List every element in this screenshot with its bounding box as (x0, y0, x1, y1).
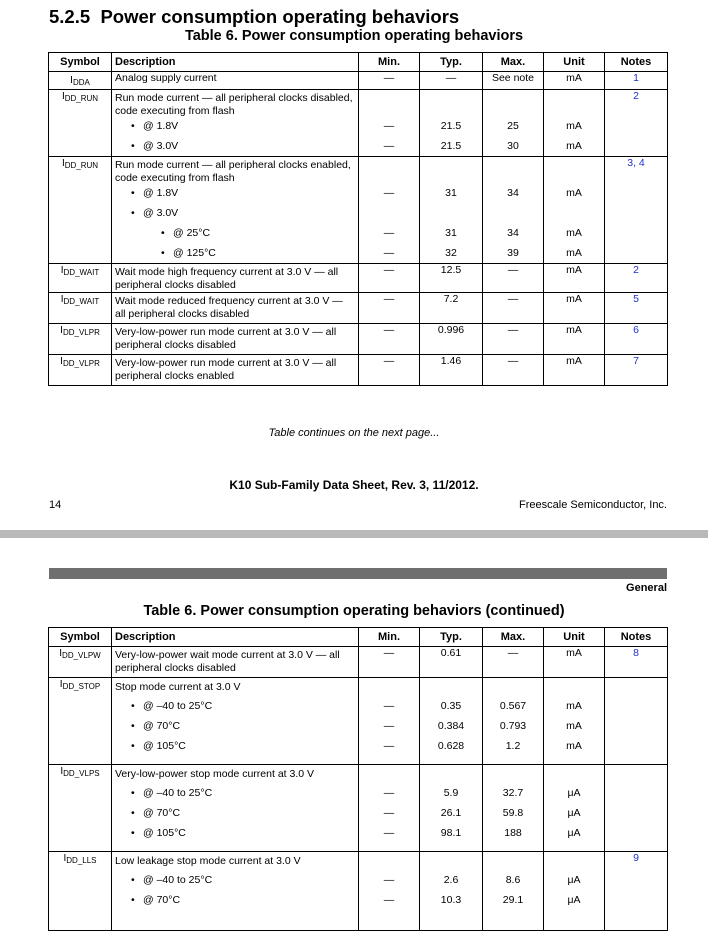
max-cell: See note (483, 72, 544, 90)
min-cell: — (359, 647, 420, 678)
power-table-page1 (48, 52, 668, 386)
min-cell: — (359, 293, 420, 324)
note-cell (605, 852, 668, 931)
symbol-cell: $I_{DD\_VLPS}$ (49, 765, 112, 852)
symbol-cell: $I_{DD\_RUN}$ (49, 157, 112, 264)
typ-cell: 12.5 (420, 264, 483, 293)
col-min: Min. (359, 53, 420, 72)
note-link[interactable]: 3, 4 (627, 157, 645, 169)
min-cell: — — (359, 852, 420, 931)
table-row (49, 765, 668, 852)
section-heading (49, 6, 459, 28)
max-cell: 34 34 39 (483, 157, 544, 264)
sub-condition: • @ 105°C (115, 736, 355, 756)
unit-cell: μA μA (544, 852, 605, 931)
symbol-cell: $I_{DD\_LLS}$ (49, 852, 112, 931)
max-cell: — (483, 647, 544, 678)
min-cell: — — (359, 90, 420, 157)
typ-cell: 7.2 (420, 293, 483, 324)
company-name: Freescale Semiconductor, Inc. (519, 499, 667, 511)
sub-condition: • @ 1.8V (115, 183, 355, 203)
header-bar (49, 568, 667, 579)
sub-condition: • @ 3.0V (115, 203, 355, 223)
note-cell (605, 355, 668, 386)
max-cell: — (483, 264, 544, 293)
max-cell: 0.567 0.793 1.2 (483, 678, 544, 765)
unit-cell: μA μA μA (544, 765, 605, 852)
table-row (49, 293, 668, 324)
max-cell: — (483, 324, 544, 355)
note-cell (605, 72, 668, 90)
col-min: Min. (359, 628, 420, 647)
max-cell: 8.6 29.1 (483, 852, 544, 931)
col-description: Description (112, 628, 359, 647)
table-caption: Table 6. Power consumption operating behaviors (184, 28, 524, 44)
note-cell (605, 678, 668, 765)
header-section-label: General (626, 582, 667, 594)
min-cell: — (359, 355, 420, 386)
max-cell: 32.7 59.8 188 (483, 765, 544, 852)
symbol-cell: $I_{DDA}$ (49, 72, 112, 90)
min-cell: — (359, 324, 420, 355)
note-cell (605, 293, 668, 324)
table-row (49, 678, 668, 765)
unit-cell: mA (544, 72, 605, 90)
sub-condition: • @ 70°C (115, 890, 355, 910)
note-cell (605, 765, 668, 852)
unit-cell: mA (544, 647, 605, 678)
table-continues-note: Table continues on the next page... (268, 427, 440, 439)
description-cell: Wait mode reduced frequency current at 3.0 V — all peripheral clocks disabled (112, 293, 359, 324)
sub-condition: • @ 105°C (115, 823, 355, 843)
typ-cell: — (420, 72, 483, 90)
typ-cell: 31 31 32 (420, 157, 483, 264)
description-cell: Run mode current — all peripheral clocks enabled, code executing from flash • @ 1.8V • @ 3.0V • @ 25°C • @ 125°C (112, 157, 359, 264)
description-cell: Run mode current — all peripheral clocks disabled, code executing from flash • @ 1.8V • @ 3.0V (112, 90, 359, 157)
table-row (49, 324, 668, 355)
col-typ: Typ. (420, 628, 483, 647)
col-notes: Notes (605, 53, 668, 72)
unit-cell: mA (544, 355, 605, 386)
sub-condition: • @ 70°C (115, 803, 355, 823)
symbol-cell: $I_{DD\_WAIT}$ (49, 293, 112, 324)
section-title: Power consumption operating behaviors (100, 6, 460, 27)
typ-cell: 0.61 (420, 647, 483, 678)
col-typ: Typ. (420, 53, 483, 72)
table-header-row (49, 53, 668, 72)
typ-cell: 2.6 10.3 (420, 852, 483, 931)
max-cell: — (483, 355, 544, 386)
col-symbol: Symbol (49, 53, 112, 72)
table-caption-continued: Table 6. Power consumption operating behaviors (continued) (143, 603, 565, 619)
col-description: Description (112, 53, 359, 72)
max-cell: 25 30 (483, 90, 544, 157)
min-cell: — — — (359, 765, 420, 852)
min-cell: — — — (359, 157, 420, 264)
min-cell: — (359, 264, 420, 293)
unit-cell: mA (544, 293, 605, 324)
symbol-cell: $I_{DD\_VLPW}$ (49, 647, 112, 678)
typ-cell: 5.9 26.1 98.1 (420, 765, 483, 852)
symbol-cell: $I_{DD\_STOP}$ (49, 678, 112, 765)
description-cell: Very-low-power stop mode current at 3.0 V • @ –40 to 25°C • @ 70°C • @ 105°C (112, 765, 359, 852)
note-link[interactable]: 2 (633, 264, 639, 276)
power-table-page2 (48, 627, 668, 931)
symbol-cell: $I_{DD\_WAIT}$ (49, 264, 112, 293)
note-cell (605, 264, 668, 293)
table-row (49, 264, 668, 293)
table-row (49, 852, 668, 931)
description-cell: Very-low-power run mode current at 3.0 V — all peripheral clocks enabled (112, 355, 359, 386)
note-cell (605, 647, 668, 678)
page-separator (0, 530, 708, 538)
symbol-cell: $I_{DD\_VLPR}$ (49, 324, 112, 355)
typ-cell: 1.46 (420, 355, 483, 386)
note-link[interactable]: 5 (633, 293, 639, 305)
unit-cell: mA (544, 324, 605, 355)
footer-title: K10 Sub-Family Data Sheet, Rev. 3, 11/2012. (229, 478, 479, 492)
sub-condition: • @ –40 to 25°C (115, 783, 355, 803)
note-cell (605, 90, 668, 157)
sub-condition: • @ 70°C (115, 716, 355, 736)
description-cell: Low leakage stop mode current at 3.0 V • @ –40 to 25°C • @ 70°C (112, 852, 359, 931)
col-notes: Notes (605, 628, 668, 647)
sub-condition: • @ 3.0V (115, 136, 355, 156)
col-max: Max. (483, 53, 544, 72)
note-link[interactable]: 6 (633, 324, 639, 336)
col-unit: Unit (544, 628, 605, 647)
section-number: 5.2.5 (49, 6, 91, 27)
unit-cell: mA mA mA (544, 678, 605, 765)
sub-condition: • @ –40 to 25°C (115, 870, 355, 890)
note-link[interactable]: 2 (633, 90, 639, 102)
symbol-cell: $I_{DD\_VLPR}$ (49, 355, 112, 386)
col-max: Max. (483, 628, 544, 647)
sub-condition: • @ –40 to 25°C (115, 696, 355, 716)
max-cell: — (483, 293, 544, 324)
description-cell: Stop mode current at 3.0 V • @ –40 to 25°C • @ 70°C • @ 105°C (112, 678, 359, 765)
unit-cell: mA mA mA (544, 157, 605, 264)
page-number: 14 (49, 499, 62, 511)
unit-cell: mA (544, 264, 605, 293)
table-row (49, 647, 668, 678)
description-cell: Very-low-power run mode current at 3.0 V — all peripheral clocks disabled (112, 324, 359, 355)
note-link[interactable]: 9 (633, 852, 639, 864)
sub-condition: • @ 125°C (115, 243, 355, 263)
typ-cell: 0.996 (420, 324, 483, 355)
table-row (49, 157, 668, 264)
description-cell: Analog supply current (112, 72, 359, 90)
min-cell: — (359, 72, 420, 90)
col-symbol: Symbol (49, 628, 112, 647)
note-link[interactable]: 8 (633, 647, 639, 659)
table-row (49, 355, 668, 386)
description-cell: Very-low-power wait mode current at 3.0 V — all peripheral clocks disabled (112, 647, 359, 678)
note-link[interactable]: 7 (633, 355, 639, 367)
col-unit: Unit (544, 53, 605, 72)
sub-condition: • @ 25°C (115, 223, 355, 243)
description-cell: Wait mode high frequency current at 3.0 V — all peripheral clocks disabled (112, 264, 359, 293)
note-cell (605, 157, 668, 264)
table-row (49, 90, 668, 157)
min-cell: — — — (359, 678, 420, 765)
table-header-row (49, 628, 668, 647)
symbol-cell: $I_{DD\_RUN}$ (49, 90, 112, 157)
note-cell (605, 324, 668, 355)
typ-cell: 21.5 21.5 (420, 90, 483, 157)
table-row (49, 72, 668, 90)
sub-condition: • @ 1.8V (115, 116, 355, 136)
typ-cell: 0.35 0.384 0.628 (420, 678, 483, 765)
note-link[interactable]: 1 (633, 72, 639, 84)
unit-cell: mA mA (544, 90, 605, 157)
